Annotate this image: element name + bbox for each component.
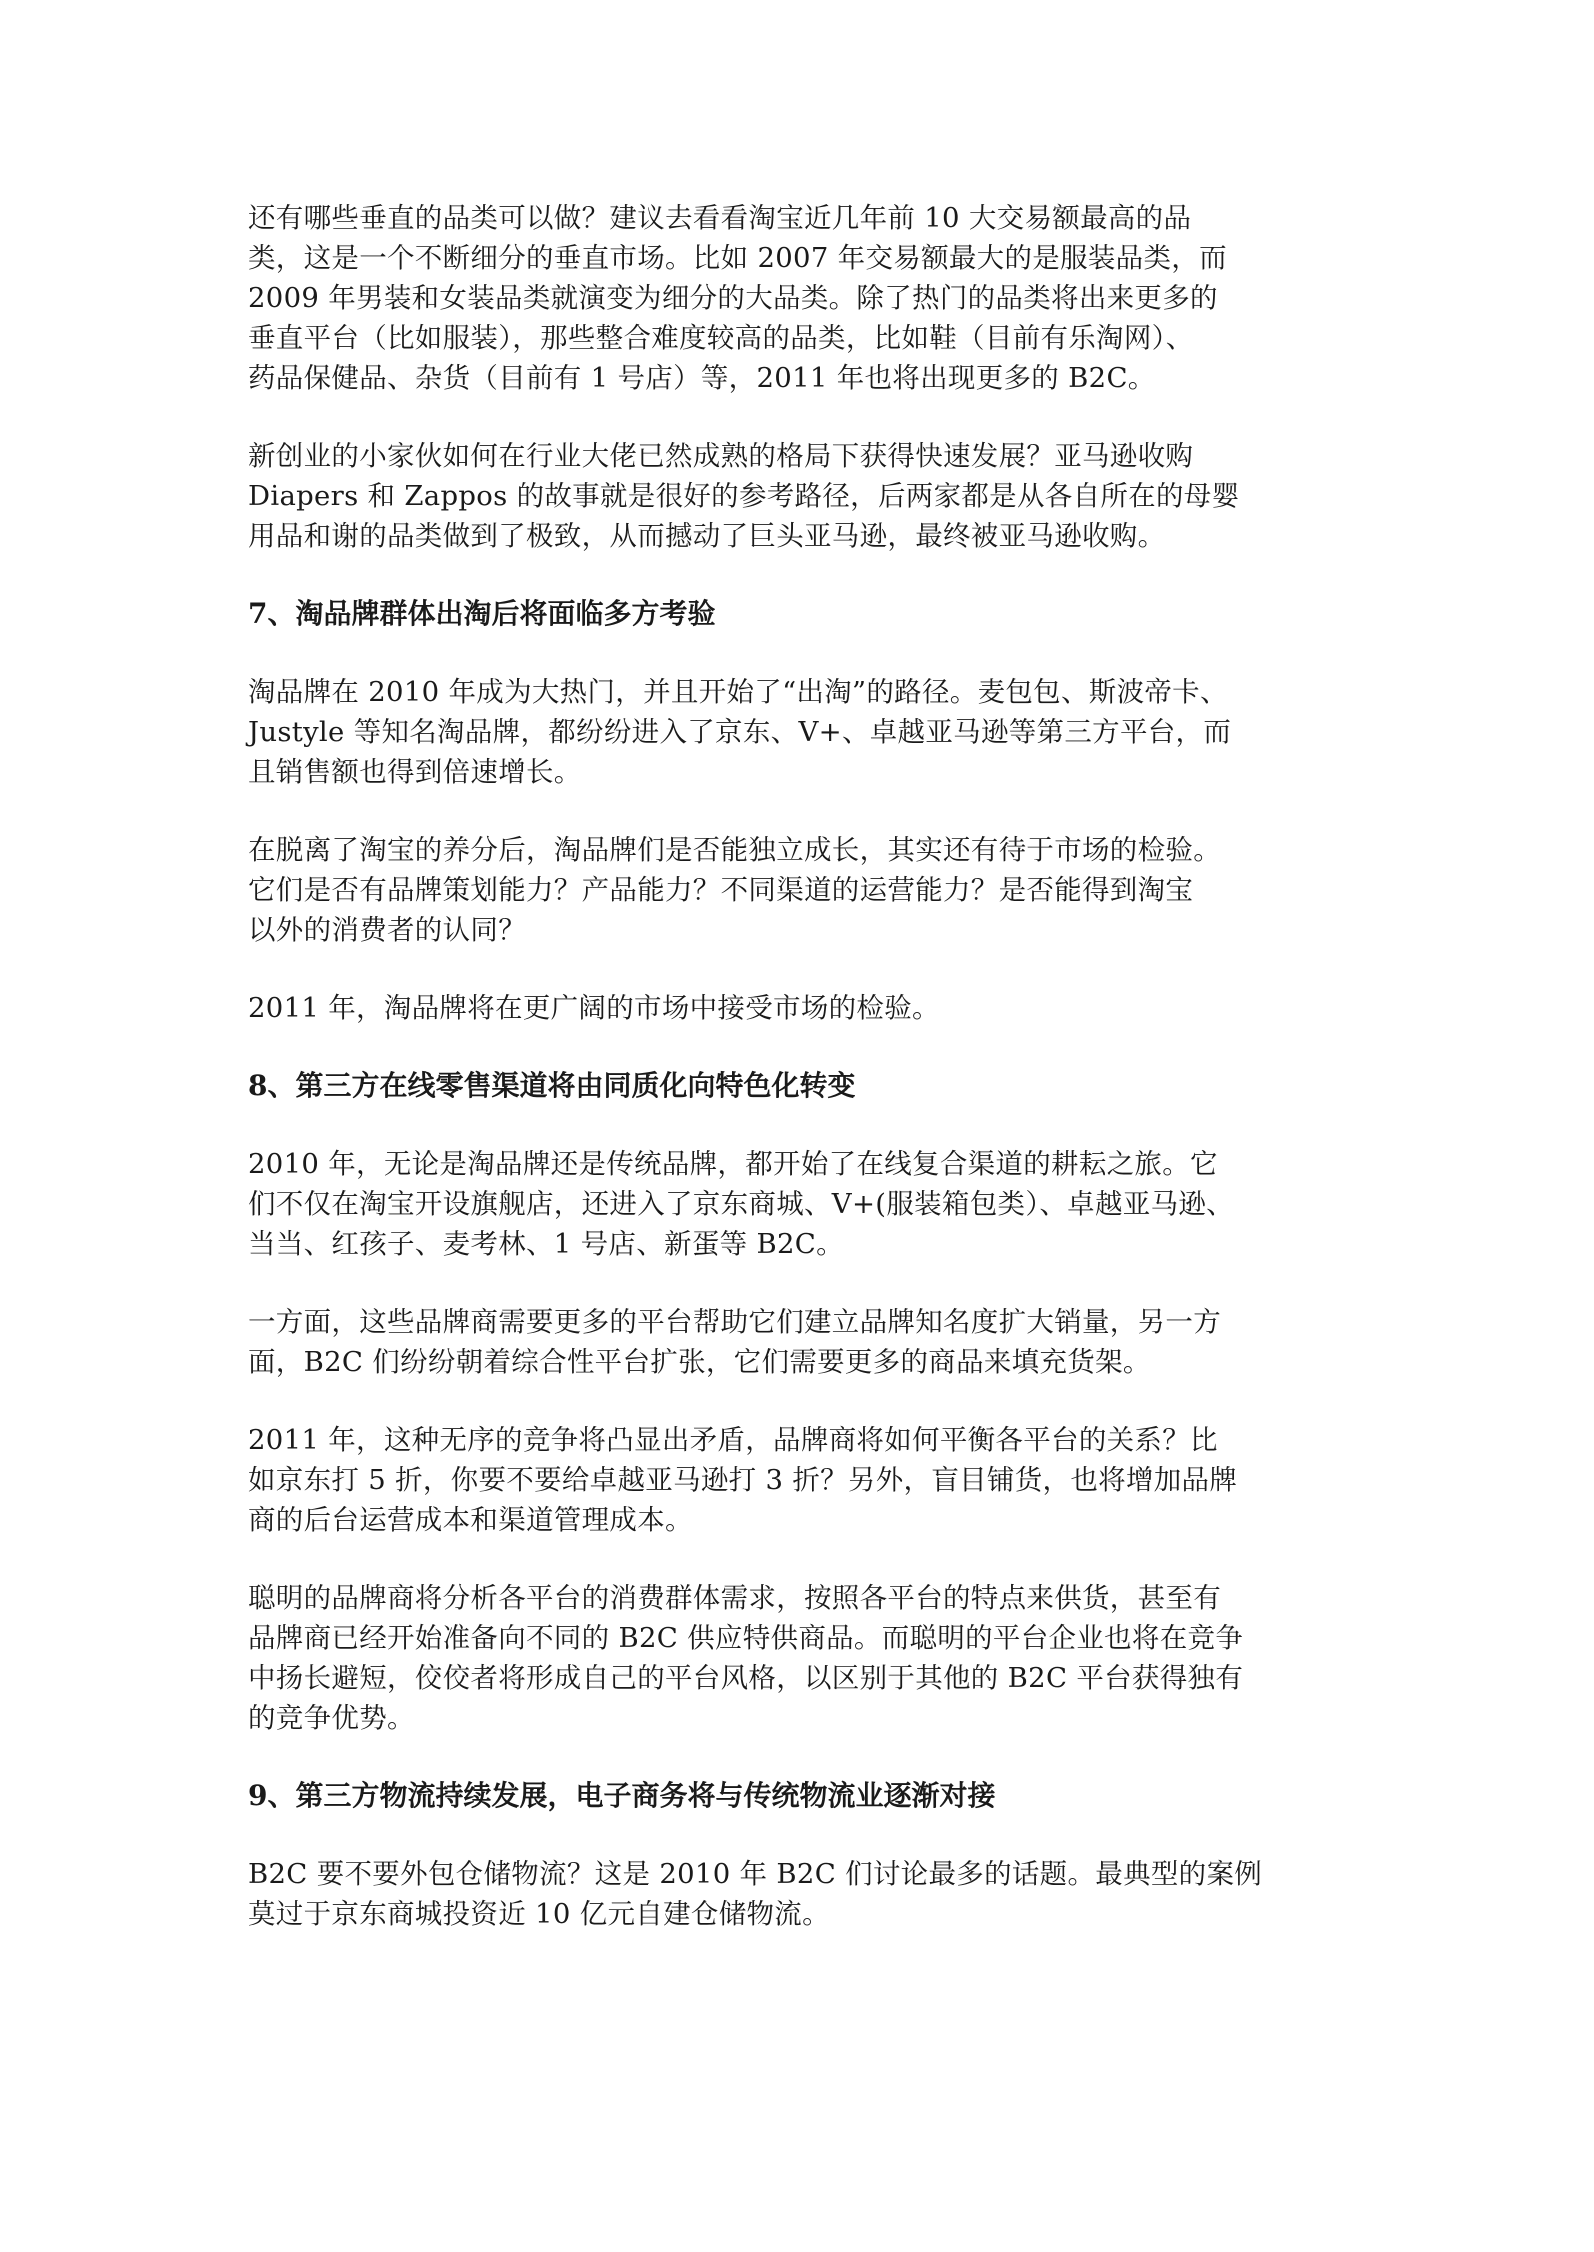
section-heading-9: 9、第三方物流持续发展，电子商务将与传统物流业逐渐对接 xyxy=(248,1779,996,1812)
section-heading-8: 8、第三方在线零售渠道将由同质化向特色化转变 xyxy=(248,1069,856,1102)
text-line: 还有哪些垂直的品类可以做？建议去看看淘宝近几年前 10 大交易额最高的品 xyxy=(248,202,1192,234)
text-line: 且销售额也得到倍速增长。 xyxy=(248,756,582,788)
text-line: 聪明的品牌商将分析各平台的消费群体需求，按照各平台的特点来供货，甚至有 xyxy=(248,1582,1221,1614)
text-line: 淘品牌在 2010 年成为大热门，并且开始了“出淘”的路径。麦包包、斯波帝卡、 xyxy=(248,676,1228,708)
paragraph-tao-brands-2011 xyxy=(248,988,1358,1028)
text-line: 2010 年，无论是淘品牌还是传统品牌，都开始了在线复合渠道的耕耘之旅。它 xyxy=(248,1148,1218,1180)
text-line: 类，这是一个不断细分的垂直市场。比如 2007 年交易额最大的是服装品类，而 xyxy=(248,242,1227,274)
text-line: 中扬长避短，佼佼者将形成自己的平台风格，以区别于其他的 B2C 平台获得独有 xyxy=(248,1662,1244,1694)
text-line: 2011 年，这种无序的竞争将凸显出矛盾，品牌商将如何平衡各平台的关系？比 xyxy=(248,1424,1218,1456)
text-line: 以外的消费者的认同？ xyxy=(248,914,526,946)
text-line: 当当、红孩子、麦考林、1 号店、新蛋等 B2C。 xyxy=(248,1228,844,1260)
text-line: 用品和谢的品类做到了极致，从而撼动了巨头亚马逊，最终被亚马逊收购。 xyxy=(248,520,1166,552)
text-line: 莫过于京东商城投资近 10 亿元自建仓储物流。 xyxy=(248,1898,830,1930)
document-body xyxy=(248,198,1358,1972)
text-line: 们不仅在淘宝开设旗舰店，还进入了京东商城、V+(服装箱包类）、卓越亚马逊、 xyxy=(248,1188,1234,1220)
text-line: 新创业的小家伙如何在行业大佬已然成熟的格局下获得快速发展？亚马逊收购 xyxy=(248,440,1194,472)
text-line: 如京东打 5 折，你要不要给卓越亚马逊打 3 折？另外，盲目铺货，也将增加品牌 xyxy=(248,1464,1238,1496)
text-line: 面，B2C 们纷纷朝着综合性平台扩张，它们需要更多的商品来填充货架。 xyxy=(248,1346,1151,1378)
paragraph-tao-brands-independence xyxy=(248,830,1358,950)
paragraph-tao-brands-2010 xyxy=(248,672,1358,792)
paragraph-smart-brands xyxy=(248,1578,1358,1738)
text-line: 的竞争优势。 xyxy=(248,1702,415,1734)
text-line: 药品保健品、杂货（目前有 1 号店）等，2011 年也将出现更多的 B2C。 xyxy=(248,362,1156,394)
text-line: 商的后台运营成本和渠道管理成本。 xyxy=(248,1504,693,1536)
text-line: 品牌商已经开始准备向不同的 B2C 供应特供商品。而聪明的平台企业也将在竞争 xyxy=(248,1622,1244,1654)
paragraph-multichannel-2010 xyxy=(248,1144,1358,1264)
text-line: B2C 要不要外包仓储物流？这是 2010 年 B2C 们讨论最多的话题。最典型的案例 xyxy=(248,1858,1263,1890)
paragraph-logistics xyxy=(248,1854,1358,1934)
text-line: Diapers 和 Zappos 的故事就是很好的参考路径，后两家都是从各自所在的母婴 xyxy=(248,480,1240,512)
text-line: 在脱离了淘宝的养分后，淘品牌们是否能独立成长，其实还有待于市场的检验。 xyxy=(248,834,1221,866)
section-heading-7: 7、淘品牌群体出淘后将面临多方考验 xyxy=(248,597,716,630)
paragraph-platform-expansion xyxy=(248,1302,1358,1382)
paragraph-vertical-categories xyxy=(248,198,1358,398)
text-line: 2009 年男装和女装品类就演变为细分的大品类。除了热门的品类将出来更多的 xyxy=(248,282,1218,314)
text-line: 2011 年，淘品牌将在更广阔的市场中接受市场的检验。 xyxy=(248,992,940,1024)
paragraph-competition-2011 xyxy=(248,1420,1358,1540)
text-line: 垂直平台（比如服装），那些整合难度较高的品类，比如鞋（目前有乐淘网）、 xyxy=(248,322,1194,354)
text-line: 它们是否有品牌策划能力？产品能力？不同渠道的运营能力？是否能得到淘宝 xyxy=(248,874,1194,906)
text-line: Justyle 等知名淘品牌，都纷纷进入了京东、V+、卓越亚马逊等第三方平台，而 xyxy=(248,716,1232,748)
paragraph-startup-growth xyxy=(248,436,1358,556)
text-line: 一方面，这些品牌商需要更多的平台帮助它们建立品牌知名度扩大销量，另一方 xyxy=(248,1306,1221,1338)
